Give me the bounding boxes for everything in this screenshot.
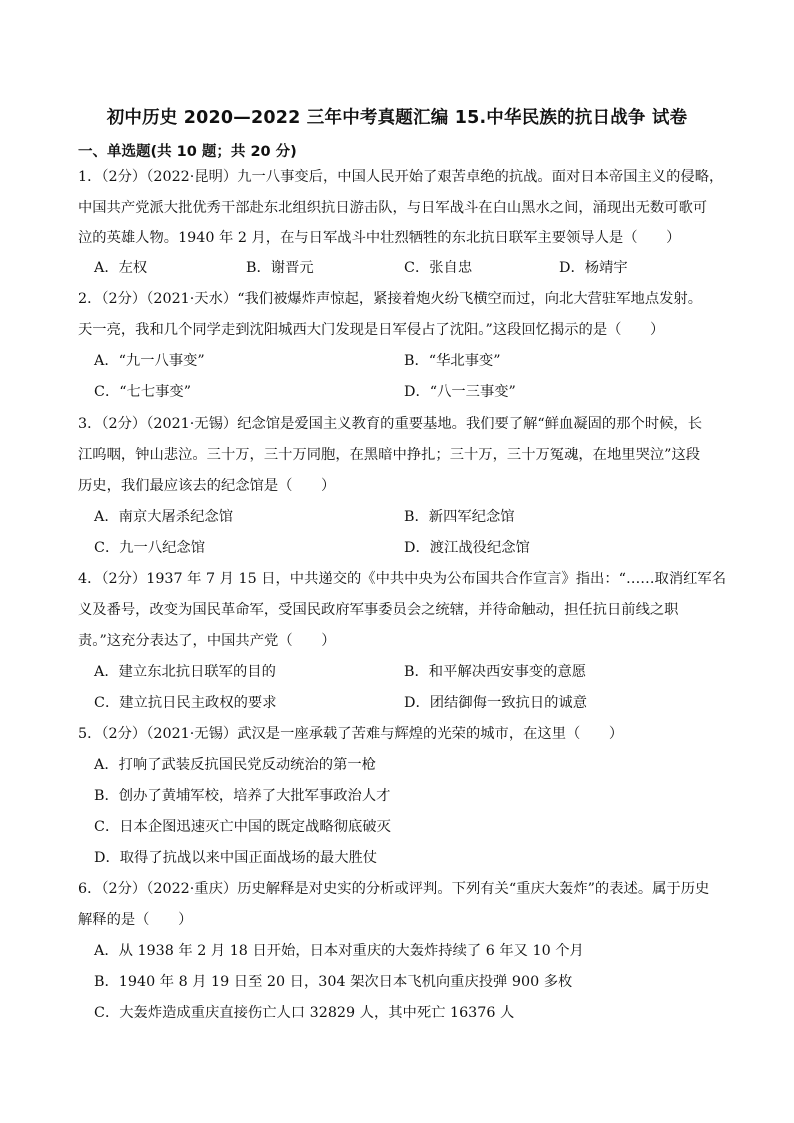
question-3-option-d[interactable]: D．渡江战役纪念馆 <box>404 540 530 556</box>
question-1-option-b[interactable]: B．谢晋元 <box>246 260 314 276</box>
question-6-stem-line-2: 解释的是（ ） <box>78 912 193 928</box>
question-3-option-c[interactable]: C．九一八纪念馆 <box>94 540 206 556</box>
question-1-option-c[interactable]: C．张自忠 <box>404 260 473 276</box>
question-5-option-d[interactable]: D．取得了抗战以来中国正面战场的最大胜仗 <box>94 850 378 866</box>
question-5-option-a[interactable]: A．打响了武装反抗国民党反动统治的第一枪 <box>94 757 376 773</box>
question-2-option-a[interactable]: A．“九一八事变” <box>94 353 205 369</box>
question-1-stem-line-2: 中国共产党派大批优秀干部赴东北组织抗日游击队，与日军战斗在白山黑水之间，涌现出无数可歌可 <box>78 200 708 216</box>
question-5-option-b[interactable]: B．创办了黄埔军校，培养了大批军事政治人才 <box>94 788 391 804</box>
question-4-option-b[interactable]: B．和平解决西安事变的意愿 <box>404 664 587 680</box>
question-3-option-a[interactable]: A．南京大屠杀纪念馆 <box>94 509 233 525</box>
question-3-stem-line-1: 3．（2分）（2021·无锡）纪念馆是爱国主义教育的重要基地。我们要了解“鲜血凝固的那个时候，长 <box>78 416 703 432</box>
question-2-stem-line-1: 2．（2分）（2021·天水）“我们被爆炸声惊起，紧接着炮火纷飞横空而过，向北大营驻军地点发射。 <box>78 291 703 307</box>
question-1-option-a[interactable]: A．左权 <box>94 260 148 276</box>
question-6-option-c[interactable]: C．大轰炸造成重庆直接伤亡人口 32829 人，其中死亡 16376 人 <box>94 1005 515 1021</box>
question-6-option-a[interactable]: A．从 1938 年 2 月 18 日开始，日本对重庆的大轰炸持续了 6 年又 10 个月 <box>94 943 584 959</box>
question-4-option-d[interactable]: D．团结御侮一致抗日的诚意 <box>404 695 588 711</box>
question-3-stem-line-2: 江呜咽，钟山悲泣。三十万，三十万同胞，在黑暗中挣扎；三十万，三十万冤魂，在地里哭泣”这段 <box>78 447 701 463</box>
question-4-stem-line-1: 4．（2分）1937 年 7 月 15 日，中共递交的《中共中央为公布国共合作宣言》指出：“……取消红军名 <box>78 571 727 587</box>
question-6-option-b[interactable]: B．1940 年 8 月 19 日至 20 日，304 架次日本飞机向重庆投弹 900 多枚 <box>94 974 573 990</box>
question-4-stem-line-2: 义及番号，改变为国民革命军，受国民政府军事委员会之统辖，并待命触动，担任抗日前线之职 <box>78 602 679 618</box>
question-2-option-c[interactable]: C．“七七事变” <box>94 384 192 400</box>
question-2-option-d[interactable]: D．“八一三事变” <box>404 384 516 400</box>
question-4-option-c[interactable]: C．建立抗日民主政权的要求 <box>94 695 277 711</box>
question-4-stem-line-3: 责。”这充分表达了，中国共产党（ ） <box>78 633 336 649</box>
question-6-stem-line-1: 6．（2分）（2022·重庆）历史解释是对史实的分析或评判。下列有关“重庆大轰炸”的表述。属于历史 <box>78 881 710 897</box>
question-5-stem-line-1: 5．（2分）（2021·无锡）武汉是一座承载了苦难与辉煌的光荣的城市，在这里（ ） <box>78 726 624 742</box>
page-title: 初中历史 2020—2022 三年中考真题汇编 15.中华民族的抗日战争 试卷 <box>106 108 688 128</box>
question-2-option-b[interactable]: B．“华北事变” <box>404 353 501 369</box>
question-3-option-b[interactable]: B．新四军纪念馆 <box>404 509 515 525</box>
question-1-option-d[interactable]: D．杨靖宇 <box>559 260 628 276</box>
question-1-stem-line-3: 泣的英雄人物。1940 年 2 月，在与日军战斗中壮烈牺牲的东北抗日联军主要领导人是（ ） <box>78 230 681 246</box>
section-heading: 一、单选题(共 10 题；共 20 分) <box>78 144 297 160</box>
question-2-stem-line-2: 天一亮，我和几个同学走到沈阳城西大门发现是日军侵占了沈阳。”这段回忆揭示的是（ ） <box>78 322 665 338</box>
question-3-stem-line-3: 历史，我们最应该去的纪念馆是（ ） <box>78 478 336 494</box>
question-1-stem-line-1: 1．（2分）（2022·昆明）九一八事变后，中国人民开始了艰苦卓绝的抗战。面对日本帝国主义的侵略， <box>78 169 724 185</box>
question-5-option-c[interactable]: C．日本企图迅速灭亡中国的既定战略彻底破灭 <box>94 819 391 835</box>
question-4-option-a[interactable]: A．建立东北抗日联军的目的 <box>94 664 276 680</box>
